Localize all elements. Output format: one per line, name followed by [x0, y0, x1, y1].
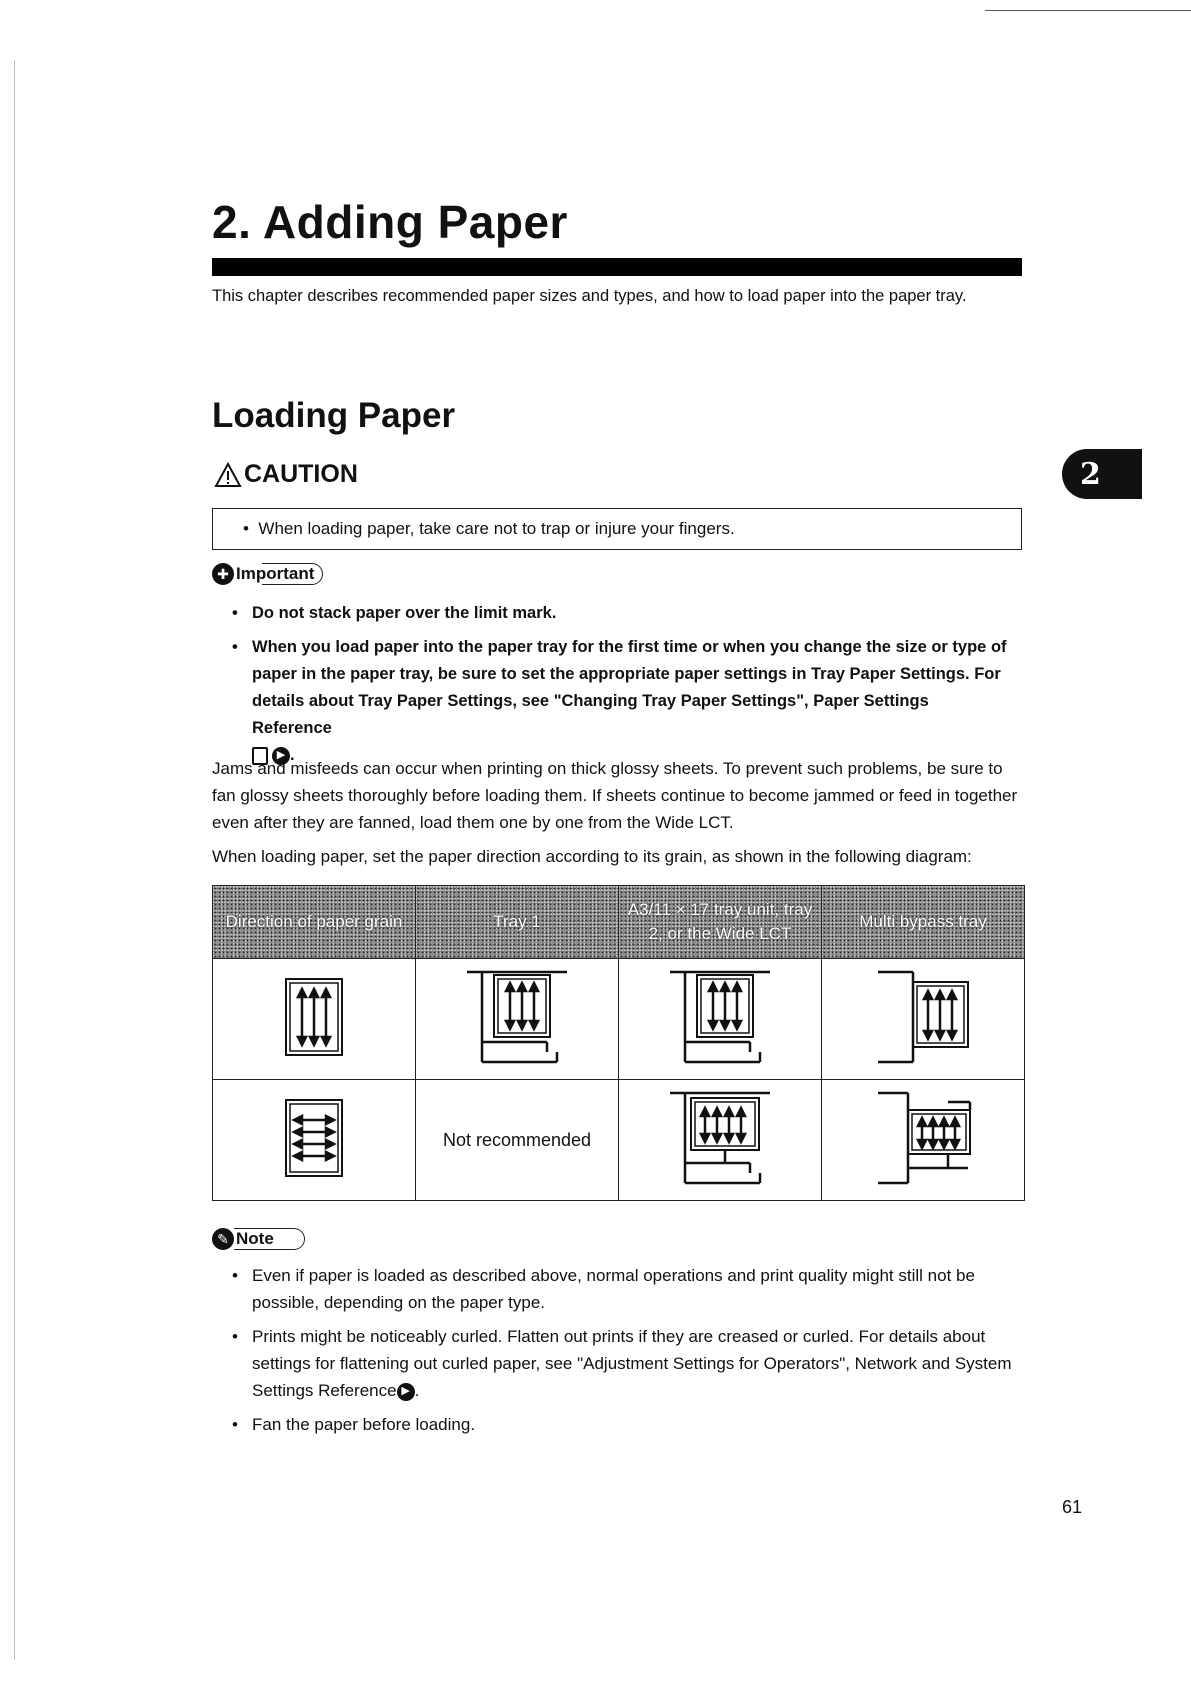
- paper-grain-table: [212, 885, 1025, 1201]
- list-item-text: Even if paper is loaded as described above, normal operations and print quality might still not be possible, depending on the paper type.: [252, 1266, 975, 1312]
- cell-grain-vertical: [213, 959, 416, 1080]
- paragraph-jams: Jams and misfeeds can occur when printing on thick glossy sheets. To prevent such problems, be sure to fan glossy sheets thoroughly before loading them. If sheets continue to become jammed or feed in together even after they are fanned, load them one by one from the Wide LCT.: [212, 759, 1018, 832]
- note-label-text: Note: [236, 1229, 274, 1248]
- note-icon: ✎: [212, 1228, 234, 1250]
- cell-bypass-horizontal: [822, 1080, 1025, 1201]
- list-item-text: Prints might be noticeably curled. Flatten out prints if they are creased or curled. For details about settings for flattening out curled paper, see "Adjustment Settings for Operators", Network and System Settings Reference: [252, 1327, 1012, 1400]
- header-tray1: Tray 1: [416, 886, 619, 959]
- important-list: [232, 600, 1012, 776]
- disc-icon: ▶: [397, 1383, 415, 1401]
- list-item: • Prints might be noticeably curled. Flatten out prints if they are creased or curled. For details about settings for flattening out curled paper, see "Adjustment Settings for Operators", Network and System Settings Reference ▶ .: [232, 1323, 1022, 1404]
- a3tray-vertical-icon: [665, 967, 775, 1067]
- paragraph-direction: When loading paper, set the paper direction according to its grain, as shown in the following diagram:: [212, 847, 972, 866]
- cell-bypass-vertical: [822, 959, 1025, 1080]
- list-item-text: Fan the paper before loading.: [252, 1415, 476, 1434]
- page-number: 61: [1062, 1497, 1083, 1517]
- header-a3-tray: A3/11 × 17 tray unit, tray 2, or the Wide LCT: [619, 886, 822, 959]
- table-header-row: [213, 886, 1025, 959]
- caution-item: • When loading paper, take care not to trap or injure your fingers.: [243, 519, 735, 538]
- caution-item-text: When loading paper, take care not to trap or injure your fingers.: [258, 519, 735, 538]
- vertical-grain-sheet-icon: [284, 977, 344, 1057]
- caution-heading: [214, 460, 358, 489]
- header-direction: Direction of paper grain: [213, 886, 416, 959]
- title-bar: [212, 258, 1022, 276]
- label-bracket: [234, 1228, 305, 1250]
- table-row: [213, 959, 1025, 1080]
- header-bypass: Multi bypass tray: [822, 886, 1025, 959]
- reference-icons: [397, 1383, 415, 1401]
- tray1-vertical-icon: [462, 967, 572, 1067]
- label-bracket: [262, 563, 323, 585]
- caution-label: CAUTION: [244, 460, 358, 488]
- bypass-vertical-icon: [868, 967, 978, 1067]
- list-item-text: Do not stack paper over the limit mark.: [252, 604, 557, 622]
- chapter-title: 2. Adding Paper: [212, 196, 568, 248]
- list-item-text: When you load paper into the paper tray for the first time or when you change the size or type of paper in the paper tray, be sure to set the appropriate paper settings in Tray Paper Settings. For details about Tray Paper Settings, see "Changing Tray Paper Settings", Paper Settings Reference: [252, 638, 1007, 737]
- cell-not-recommended: Not recommended: [416, 1080, 619, 1201]
- chapter-description: This chapter describes recommended paper sizes and types, and how to load paper into the paper tray.: [212, 287, 967, 305]
- note-label: [212, 1228, 305, 1250]
- note-list: [232, 1262, 1022, 1445]
- cell-tray1-vertical: [416, 959, 619, 1080]
- disc-icon: ▶: [272, 747, 290, 765]
- warning-triangle-icon: [214, 462, 242, 488]
- chapter-tab-number: 2: [1080, 457, 1101, 492]
- chapter-tab-marker: [1062, 449, 1142, 499]
- list-item: [232, 600, 1012, 627]
- list-item: • When you load paper into the paper tray for the first time or when you change the size or type of paper in the paper tray, be sure to set the appropriate paper settings in Tray Paper Settings. For details about Tray Paper Settings, see "Changing Tray Paper Settings", Paper Settings Reference ▶ .: [232, 634, 1012, 769]
- a3tray-horizontal-icon: [665, 1088, 775, 1188]
- important-icon: ✚: [212, 563, 234, 585]
- horizontal-grain-sheet-icon: [284, 1098, 344, 1178]
- list-item: [232, 1411, 1022, 1438]
- list-item: [232, 1262, 1022, 1316]
- cell-a3tray-vertical: [619, 959, 822, 1080]
- cell-a3tray-horizontal: [619, 1080, 822, 1201]
- section-title: Loading Paper: [212, 396, 456, 435]
- table-row: [213, 1080, 1025, 1201]
- caution-box: [212, 508, 1022, 550]
- page-margin-line: [14, 60, 15, 1660]
- bypass-horizontal-icon: [868, 1088, 978, 1188]
- important-label-text: Important: [236, 564, 315, 583]
- header-rule: [985, 10, 1191, 11]
- important-label: [212, 563, 323, 585]
- cell-grain-horizontal: [213, 1080, 416, 1201]
